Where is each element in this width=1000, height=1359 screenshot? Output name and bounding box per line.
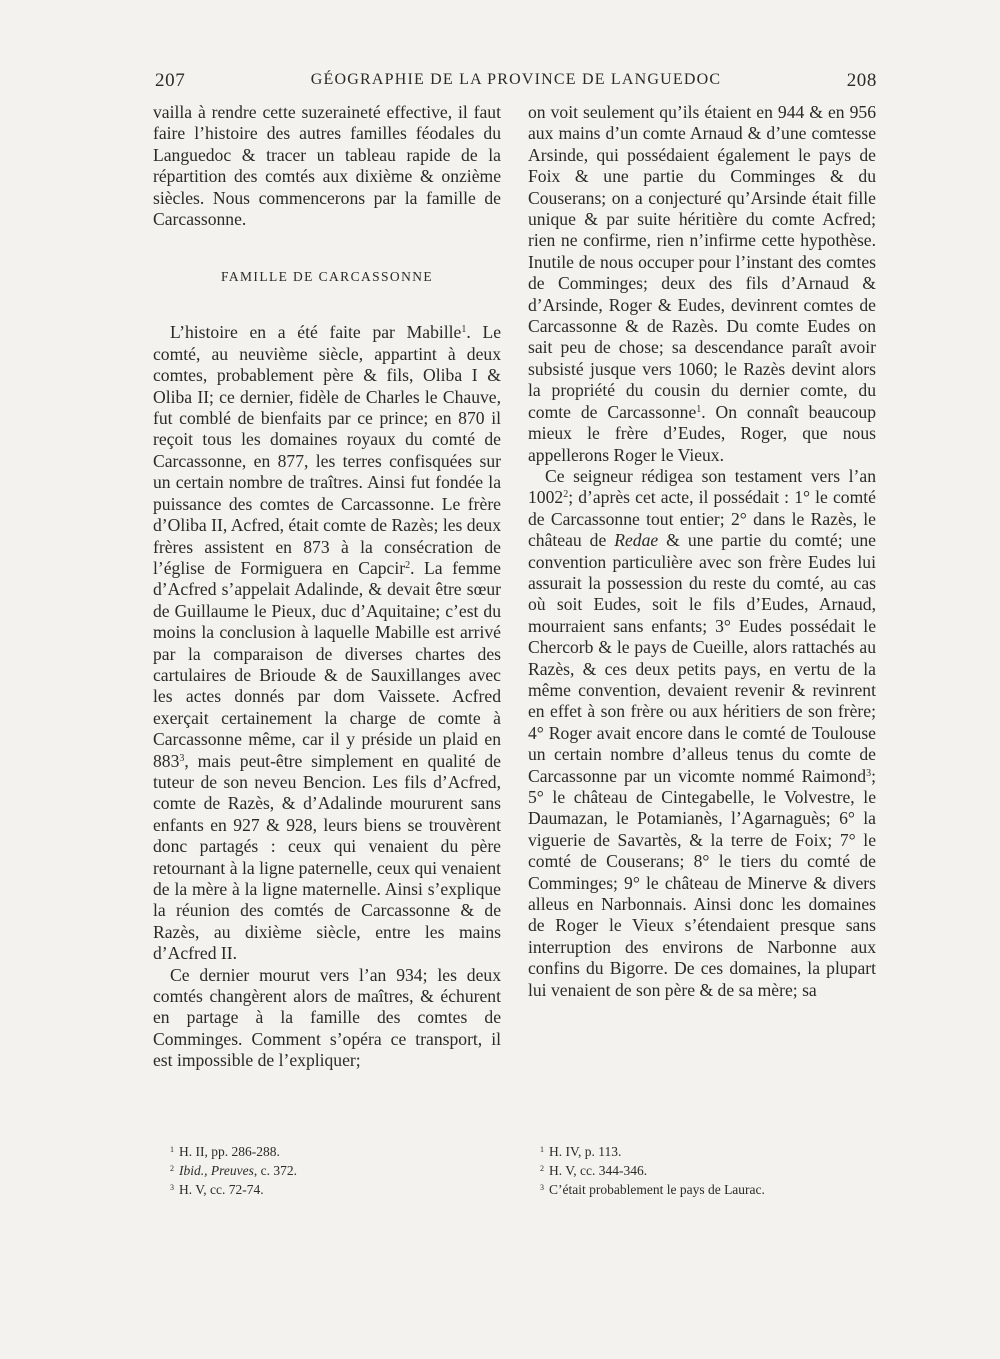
footnote-ref: 2 bbox=[563, 489, 569, 501]
paragraph-text: & une partie du comté; une convention particulière avec son frère Eudes lui assurait la possession du reste du comté, au cas où soit Eudes, soit le fils d’Eudes, Arnaud, mourraient sans enfants; 3° Eudes possédait le Chercorb & le pays de Cueille, alors rattachés au Razès, & ces deux petits pays, en vertu de la même convention, devaient revenir & revinrent en effet à son frère ou aux héritiers de son frère; 4° Roger avait encore dans le comté de Toulouse un certain nombre d’alleus tenus du comte de Carcassonne par un vicomte nommé Raimond bbox=[528, 530, 876, 786]
footnote-text: H. V, cc. 72-74. bbox=[179, 1182, 264, 1197]
footnote-number: 3 bbox=[540, 1183, 544, 1192]
footnote bbox=[170, 1142, 518, 1161]
footnote-ref: 3 bbox=[866, 767, 872, 779]
paragraph bbox=[153, 322, 501, 964]
page-number-right: 208 bbox=[846, 70, 877, 91]
italic-term: Redae bbox=[614, 530, 659, 551]
footnote bbox=[170, 1180, 518, 1199]
paragraph bbox=[153, 965, 501, 1072]
footnote-text: H. II, pp. 286-288. bbox=[179, 1144, 280, 1159]
footnote-ref: 3 bbox=[179, 752, 185, 764]
paragraph-text: Ce seigneur rédigea son testament vers l’an 1002 bbox=[528, 465, 876, 508]
footnote bbox=[540, 1161, 888, 1180]
paragraph-text: L’histoire en a été faite par Mabille bbox=[170, 322, 462, 343]
paragraph bbox=[528, 466, 876, 1001]
footnote-number: 2 bbox=[170, 1164, 174, 1173]
footnote-text: H. V, cc. 344-346. bbox=[549, 1163, 648, 1178]
paragraph-text: . Le comté, au neuvième siècle, appartint à deux comtes, probablement père & fils, Oliba I & Oliba II; ce dernier, fidèle de Charles le Chauve, fut comblé de bienfaits par ce prince; en 870 il reçoit tous les domaines royaux du comté de Carcassonne, en 877, les terres confisquées sur un certain nombre de traîtres. Ainsi fut fondée la puissance des comtes de Carcassonne. Le frère d’Oliba II, Acfred, était comte de Razès; les deux frères assistent en 873 à la consécration de l’église de Formiguera en Capcir bbox=[153, 322, 502, 578]
running-header bbox=[155, 70, 877, 94]
paragraph-text: , mais peut-être simplement en qualité de tuteur de son neveu Bencion. Les fils d’Acfred, comte de Razès, & d’Adalinde moururent sans enfants en 927 & 928, leurs biens se trouvèrent donc partagés : ceux qui venaient du père retournant à la ligne paternelle, ceux qui venaient de la mère à la ligne maternelle. Ainsi s’explique la réunion des comtés de Carcassonne & de Razès, au dixième siècle, entre les mains d’Acfred II. bbox=[153, 750, 501, 964]
footnote-number: 1 bbox=[540, 1145, 544, 1154]
footnotes-left bbox=[170, 1142, 518, 1199]
footnote bbox=[540, 1142, 888, 1161]
paragraph-text: . La femme d’Acfred s’appelait Adalinde, & devait être sœur de Guillaume le Pieux, duc d’Aquitaine; c’est du moins la conclusion à laquelle Mabille est arrivé par la comparaison de diverses chartes des cartulaires de Brioude & de Sauxillanges avec les actes donnés par dom Vaissete. Acfred exerçait certainement la charge de comte à Carcassonne même, car il y préside un plaid en 883 bbox=[153, 557, 501, 771]
footnote-number: 3 bbox=[170, 1183, 174, 1192]
footnotes-right bbox=[540, 1142, 888, 1199]
page-number-left: 207 bbox=[155, 70, 186, 91]
paragraph bbox=[528, 102, 876, 466]
paragraph-text: ; 5° le château de Cintegabelle, le Volvestre, le Daumazan, le Potamianès, l’Agarnaguès; 6° la viguerie de Savartès, & la terre de Foix; 7° le comté de Couserans; 8° le tiers du comté de Comminges; 9° le château de Minerve & divers alleus en Narbonnais. Ainsi donc les domaines de Roger le Vieux s’étendaient presque sans interruption des environs de Narbonne aux confins du Bigorre. De ces domaines, la plupart lui venaient de son père & de sa mère; sa bbox=[528, 765, 876, 1000]
paragraph-text: Ce dernier mourut vers l’an 934; les deux comtés changèrent alors de maîtres, & échurent en partage à la famille des comtes de Comminges. Comment s’opéra ce transport, il est impossible de l’expliquer; bbox=[153, 964, 501, 1071]
paragraph-text: . On connaît beaucoup mieux le frère d’Eudes, Roger, que nous appellerons Roger le Vieux. bbox=[528, 401, 876, 465]
footnote-text: H. IV, p. 113. bbox=[549, 1144, 622, 1159]
running-title: GÉOGRAPHIE DE LA PROVINCE DE LANGUEDOC bbox=[310, 71, 722, 88]
paragraph-text: ; d’après cet acte, il possédait : 1° le comté de Carcassonne tout entier; 2° dans le Razès, le château de bbox=[528, 487, 876, 551]
right-column bbox=[528, 102, 876, 1001]
section-title: FAMILLE DE CARCASSONNE bbox=[220, 269, 434, 285]
paragraph bbox=[153, 102, 501, 230]
footnote-ref: 2 bbox=[405, 559, 411, 571]
footnote-text: Ibid., Preuves bbox=[179, 1163, 254, 1178]
footnote-text: , c. 372. bbox=[253, 1163, 297, 1178]
footnote-ref: 1 bbox=[461, 324, 467, 336]
footnote bbox=[540, 1180, 888, 1199]
footnote-ref: 1 bbox=[696, 403, 702, 415]
footnote bbox=[170, 1161, 518, 1180]
footnote-number: 1 bbox=[170, 1145, 174, 1154]
left-column bbox=[153, 102, 501, 1072]
paragraph-text: on voit seulement qu’ils étaient en 944 & en 956 aux mains d’un comte Arnaud & d’une comtesse Arsinde, qui possédaient également le pays de Foix & une partie du Comminges & du Couserans; on a conjecturé qu’Arsinde était fille unique & par suite héritière du comte Acfred; rien ne confirme, rien n’infirme cette hypothèse. Inutile de nous occuper pour l’instant des comtes de Comminges; deux des fils d’Arnaud & d’Arsinde, Roger & Eudes, devinrent comtes de Carcassonne & de Razès. Du comte Eudes on sait peu de chose; sa descendance paraît avoir subsisté jusque vers 1060; le Razès devint alors la propriété du cousin du dernier comte, du comte de Carcassonne bbox=[528, 102, 876, 422]
paragraph-text: vailla à rendre cette suzeraineté effective, il faut faire l’histoire des autres familles féodales du Languedoc & tracer un tableau rapide de la répartition des comtés aux dixième & onzième siècles. Nous commencerons par la famille de Carcassonne. bbox=[153, 102, 501, 230]
footnote-number: 2 bbox=[540, 1164, 544, 1173]
footnote-text: C’était probablement le pays de Laurac. bbox=[549, 1182, 765, 1197]
